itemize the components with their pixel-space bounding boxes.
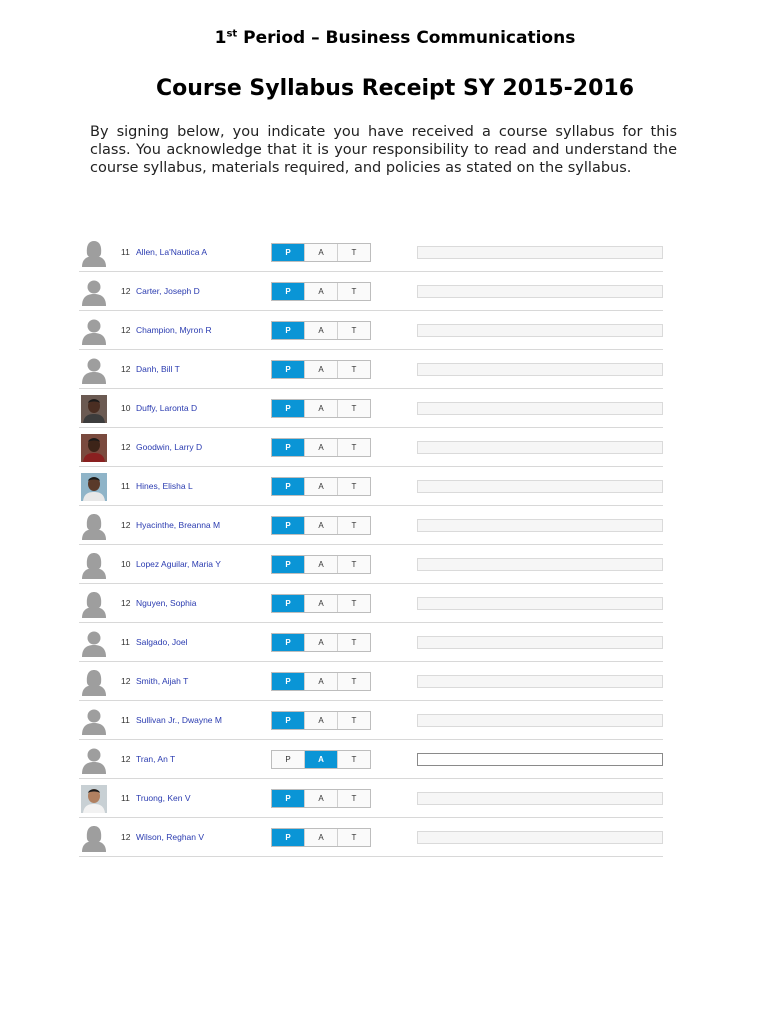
student-grade: 11	[121, 481, 130, 491]
attendance-option-p[interactable]: P	[272, 439, 305, 456]
student-name-link[interactable]: Smith, Aijah T	[136, 676, 189, 686]
signature-field[interactable]	[417, 597, 663, 610]
male-silhouette-icon	[81, 707, 107, 735]
student-name-link[interactable]: Carter, Joseph D	[136, 286, 200, 296]
attendance-option-p[interactable]: P	[272, 322, 305, 339]
period-suffix: st	[226, 28, 238, 40]
table-row	[79, 467, 663, 506]
attendance-option-a[interactable]: A	[305, 712, 338, 729]
student-grade: 12	[121, 598, 131, 608]
table-row	[79, 623, 663, 662]
attendance-option-p[interactable]: P	[272, 361, 305, 378]
attendance-option-a[interactable]: A	[305, 829, 338, 846]
attendance-option-p[interactable]: P	[272, 517, 305, 534]
student-grade: 12	[121, 325, 131, 335]
table-row	[79, 233, 663, 272]
table-row	[79, 272, 663, 311]
signature-field[interactable]	[417, 480, 663, 493]
table-row	[79, 701, 663, 740]
signature-field[interactable]	[417, 402, 663, 415]
attendance-option-p[interactable]: P	[272, 400, 305, 417]
attendance-option-p[interactable]: P	[272, 244, 305, 261]
attendance-option-t[interactable]: T	[338, 634, 370, 651]
attendance-option-a[interactable]: A	[305, 517, 338, 534]
student-grade: 10	[121, 403, 131, 413]
attendance-option-t[interactable]: T	[338, 595, 370, 612]
female-silhouette-icon	[81, 668, 107, 696]
student-name-link[interactable]: Truong, Ken V	[136, 793, 191, 803]
student-grade: 12	[121, 676, 131, 686]
attendance-toggle	[271, 321, 371, 340]
attendance-option-t[interactable]: T	[338, 322, 370, 339]
attendance-option-p[interactable]: P	[272, 556, 305, 573]
attendance-toggle	[271, 360, 371, 379]
table-row	[79, 428, 663, 467]
student-name-link[interactable]: Hyacinthe, Breanna M	[136, 520, 221, 530]
attendance-option-a[interactable]: A	[305, 478, 338, 495]
student-name-link[interactable]: Goodwin, Larry D	[136, 442, 203, 452]
attendance-toggle	[271, 789, 371, 808]
period-title	[0, 28, 768, 48]
signature-field[interactable]	[417, 285, 663, 298]
table-row	[79, 662, 663, 701]
table-row	[79, 350, 663, 389]
male-silhouette-icon	[81, 278, 107, 306]
table-row	[79, 506, 663, 545]
signature-field[interactable]	[417, 246, 663, 259]
attendance-toggle	[271, 555, 371, 574]
student-name-link[interactable]: Salgado, Joel	[136, 637, 188, 647]
attendance-option-t[interactable]: T	[338, 556, 370, 573]
student-photo	[81, 434, 107, 462]
attendance-toggle	[271, 828, 371, 847]
student-name-link[interactable]: Lopez Aguilar, Maria Y	[136, 559, 221, 569]
attendance-toggle	[271, 399, 371, 418]
student-photo	[81, 785, 107, 813]
female-silhouette-icon	[81, 590, 107, 618]
student-grade: 12	[121, 364, 131, 374]
attendance-option-a[interactable]: A	[305, 322, 338, 339]
attendance-toggle	[271, 633, 371, 652]
table-row	[79, 545, 663, 584]
student-name-link[interactable]: Wilson, Reghan V	[136, 832, 205, 842]
attendance-option-p[interactable]: P	[272, 478, 305, 495]
student-grade: 11	[121, 793, 130, 803]
table-row	[79, 311, 663, 350]
attendance-option-t[interactable]: T	[338, 673, 370, 690]
attendance-option-p[interactable]: P	[272, 595, 305, 612]
male-silhouette-icon	[81, 746, 107, 774]
attendance-toggle	[271, 750, 371, 769]
attendance-option-t[interactable]: T	[338, 829, 370, 846]
attendance-option-a[interactable]: A	[305, 673, 338, 690]
signature-field[interactable]	[417, 792, 663, 805]
period-course: Period – Business Communications	[237, 28, 576, 48]
attendance-option-p[interactable]: P	[272, 673, 305, 690]
student-grade: 12	[121, 832, 131, 842]
student-name-link[interactable]: Duffy, Laronta D	[136, 403, 198, 413]
student-grade: 12	[121, 520, 131, 530]
student-name-link[interactable]: Allen, La'Nautica A	[136, 247, 208, 257]
attendance-option-a[interactable]: A	[305, 400, 338, 417]
student-name-link[interactable]: Champion, Myron R	[136, 325, 212, 335]
attendance-option-a[interactable]: A	[305, 751, 338, 768]
student-grade: 11	[121, 715, 130, 725]
student-name-link[interactable]: Tran, An T	[136, 754, 176, 764]
signature-field[interactable]	[417, 831, 663, 844]
signature-field[interactable]	[417, 714, 663, 727]
table-row	[79, 389, 663, 428]
attendance-option-p[interactable]: P	[272, 634, 305, 651]
male-silhouette-icon	[81, 317, 107, 345]
attendance-option-p[interactable]: P	[272, 829, 305, 846]
student-photo	[81, 395, 107, 423]
attendance-option-a[interactable]: A	[305, 634, 338, 651]
signature-field[interactable]	[417, 519, 663, 532]
male-silhouette-icon	[81, 356, 107, 384]
attendance-option-t[interactable]: T	[338, 361, 370, 378]
student-roster	[79, 233, 663, 857]
table-row	[79, 779, 663, 818]
signature-field[interactable]	[417, 324, 663, 337]
attendance-option-a[interactable]: A	[305, 595, 338, 612]
period-number: 1	[214, 28, 227, 48]
table-row	[79, 740, 663, 779]
attendance-toggle	[271, 594, 371, 613]
attendance-option-p[interactable]: P	[272, 283, 305, 300]
attendance-option-t[interactable]: T	[338, 517, 370, 534]
student-name-link[interactable]: Hines, Elisha L	[136, 481, 193, 491]
student-grade: 10	[121, 559, 131, 569]
female-silhouette-icon	[81, 551, 107, 579]
attendance-option-p[interactable]: P	[272, 712, 305, 729]
attendance-toggle	[271, 243, 371, 262]
female-silhouette-icon	[81, 239, 107, 267]
attendance-toggle	[271, 282, 371, 301]
attendance-toggle	[271, 438, 371, 457]
signature-field[interactable]	[417, 558, 663, 571]
intro-paragraph: By signing below, you indicate you have received a course syllabus for this class. You acknowledge that it is your responsibility to read and understand the course syllabus, materials required, and policies as stated on the syllabus.	[90, 124, 677, 176]
attendance-option-p[interactable]: P	[272, 790, 305, 807]
attendance-toggle	[271, 516, 371, 535]
attendance-option-t[interactable]: T	[338, 283, 370, 300]
signature-field[interactable]	[417, 441, 663, 454]
attendance-option-a[interactable]: A	[305, 244, 338, 261]
female-silhouette-icon	[81, 512, 107, 540]
attendance-toggle	[271, 711, 371, 730]
attendance-option-p[interactable]: P	[272, 751, 305, 768]
student-grade: 12	[121, 754, 131, 764]
signature-field[interactable]	[417, 675, 663, 688]
table-row	[79, 584, 663, 623]
attendance-option-a[interactable]: A	[305, 439, 338, 456]
attendance-option-t[interactable]: T	[338, 244, 370, 261]
female-silhouette-icon	[81, 824, 107, 852]
signature-field[interactable]	[417, 636, 663, 649]
attendance-toggle	[271, 477, 371, 496]
page-title: Course Syllabus Receipt SY 2015-2016	[155, 76, 635, 101]
signature-field[interactable]	[417, 363, 663, 376]
student-grade: 12	[121, 442, 131, 452]
attendance-option-t[interactable]: T	[338, 400, 370, 417]
attendance-option-a[interactable]: A	[305, 361, 338, 378]
student-grade: 12	[121, 286, 131, 296]
attendance-option-t[interactable]: T	[338, 790, 370, 807]
attendance-option-t[interactable]: T	[338, 751, 370, 768]
student-grade: 11	[121, 637, 130, 647]
student-grade: 11	[121, 247, 130, 257]
attendance-toggle	[271, 672, 371, 691]
table-row	[79, 818, 663, 857]
student-photo	[81, 473, 107, 501]
male-silhouette-icon	[81, 629, 107, 657]
attendance-option-t[interactable]: T	[338, 712, 370, 729]
attendance-option-a[interactable]: A	[305, 790, 338, 807]
attendance-option-t[interactable]: T	[338, 439, 370, 456]
attendance-option-a[interactable]: A	[305, 556, 338, 573]
student-name-link[interactable]: Sullivan Jr., Dwayne M	[136, 715, 222, 725]
attendance-option-t[interactable]: T	[338, 478, 370, 495]
signature-field[interactable]	[417, 753, 663, 766]
attendance-option-a[interactable]: A	[305, 283, 338, 300]
student-name-link[interactable]: Nguyen, Sophia	[136, 598, 197, 608]
student-name-link[interactable]: Danh, Bill T	[136, 364, 180, 374]
